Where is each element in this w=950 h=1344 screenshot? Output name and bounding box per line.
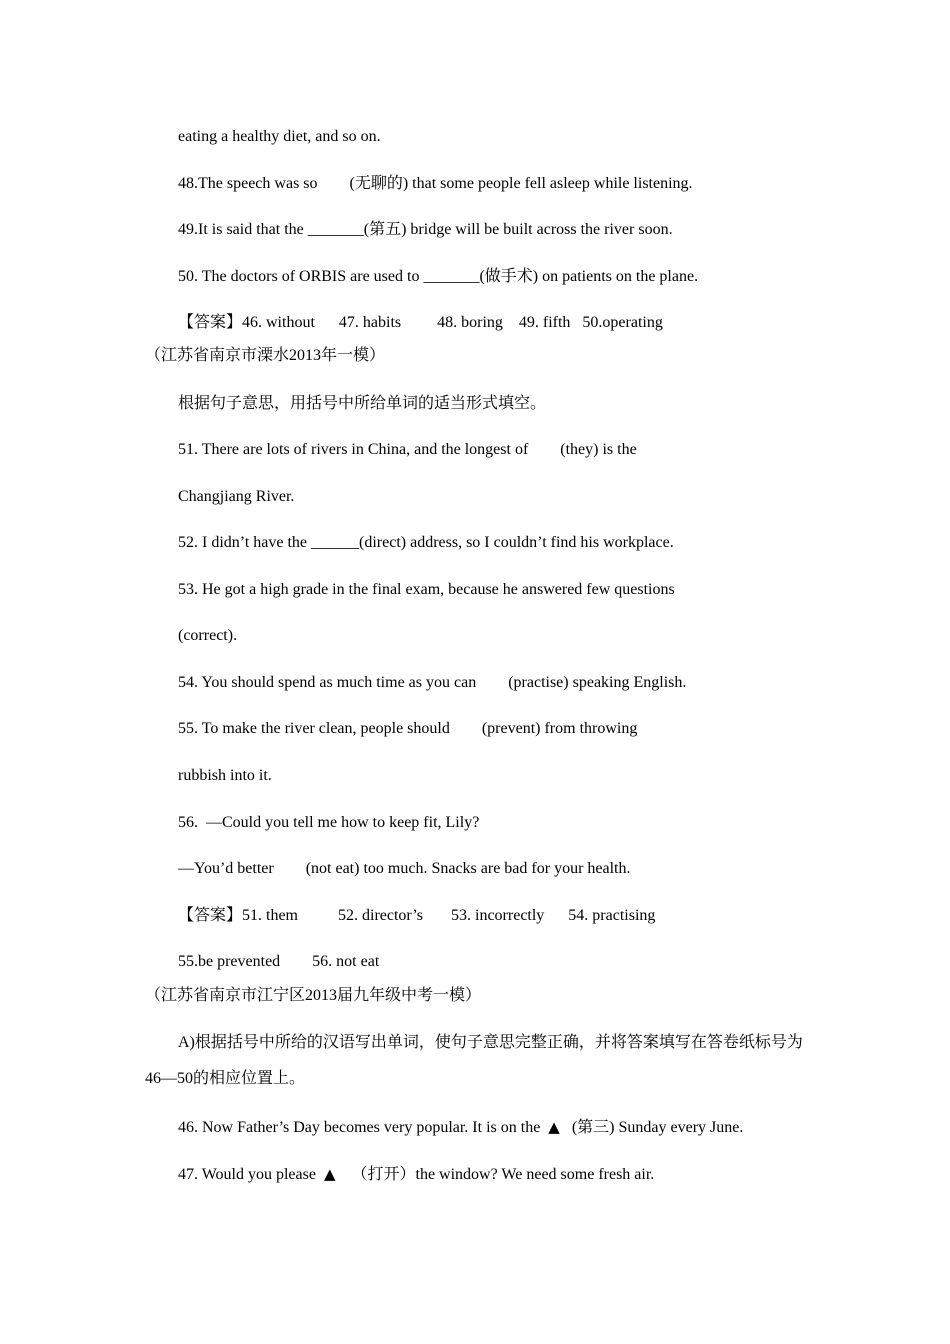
question-53: 53. He got a high grade in the final exam, because he answered few questions xyxy=(178,581,675,598)
answer-key-55-56: 55.be prevented 56. not eat xyxy=(178,953,380,970)
source-note-jiangning: （江苏省南京市江宁区2013届九年级中考一模） xyxy=(145,987,482,1004)
question-51-cont: Changjiang River. xyxy=(178,488,295,505)
question-54: 54. You should spend as much time as you can (practise) speaking English. xyxy=(178,674,687,691)
question-47 xyxy=(178,1164,654,1185)
question-48: 48.The speech was so (无聊的) that some people fell asleep while listening. xyxy=(178,175,693,192)
section-a-instruction: A)根据括号中所给的汉语写出单词，使句子意思完整正确，并将答案填写在答卷纸标号为46—50的相应位置上。 xyxy=(145,1034,803,1087)
question-52: 52. I didn’t have the ______(direct) address, so I couldn’t find his workplace. xyxy=(178,534,674,551)
question-56-reply: —You’d better (not eat) too much. Snacks are bad for your health. xyxy=(178,860,631,877)
question-51: 51. There are lots of rivers in China, and the longest of (they) is the xyxy=(178,441,637,458)
question-55-cont: rubbish into it. xyxy=(178,767,272,784)
source-note-lishui: （江苏省南京市溧水2013年一模） xyxy=(145,347,386,364)
question-47-part2: （打开）the window? We need some fresh air. xyxy=(335,1166,655,1183)
question-55: 55. To make the river clean, people should (prevent) from throwing xyxy=(178,720,638,737)
answer-key-46-50: 【答案】46. without 47. habits 48. boring 49. fifth 50.operating xyxy=(178,314,663,331)
text-line: eating a healthy diet, and so on. xyxy=(178,128,381,145)
triangle-marker-icon: ▲ xyxy=(323,1165,336,1183)
instruction-text: 根据句子意思，用括号中所给单词的适当形式填空。 xyxy=(178,395,547,412)
question-46-part1: 46. Now Father’s Day becomes very popular. It is on the xyxy=(178,1119,549,1136)
question-50: 50. The doctors of ORBIS are used to _______(做手术) on patients on the plane. xyxy=(178,268,699,285)
question-46 xyxy=(178,1117,743,1138)
question-46-part2: (第三) Sunday every June. xyxy=(559,1119,744,1136)
question-56: 56. —Could you tell me how to keep fit, Lily? xyxy=(178,814,480,831)
question-53-cont: (correct). xyxy=(178,627,238,644)
triangle-marker-icon: ▲ xyxy=(548,1118,560,1136)
question-49: 49.It is said that the _______(第五) bridge will be built across the river soon. xyxy=(178,221,673,238)
answer-key-51-54: 【答案】51. them 52. director’s 53. incorrectly 54. practising xyxy=(178,907,656,924)
question-47-part1: 47. Would you please xyxy=(178,1166,324,1183)
